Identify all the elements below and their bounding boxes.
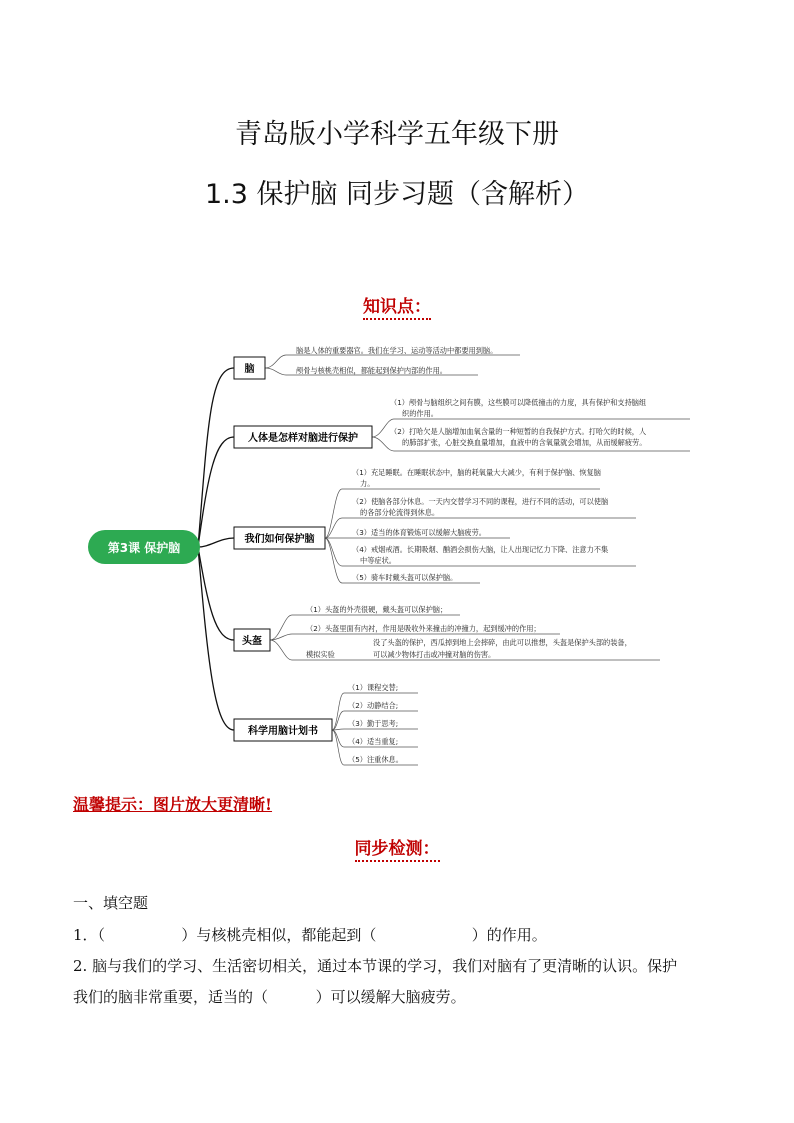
branch-label-protection: 人体是怎样对脑进行保护 — [248, 433, 358, 444]
leaf-text: （5）注重休息。 — [348, 755, 403, 764]
tip-text: 温馨提示：图片放大更清晰! — [73, 795, 273, 814]
mindmap-connectors — [198, 368, 234, 730]
check-heading: 同步检测： — [0, 834, 794, 859]
leaf-text: （5）骑车时戴头盔可以保护脑。 — [352, 573, 458, 582]
leaf-text: 没了头盔的保护，西瓜掉到地上会摔碎，由此可以推想，头盔是保护头部的装备， — [373, 638, 632, 647]
leaf-text: 中等症状。 — [360, 556, 396, 565]
leaf-text: （1）颅骨与脑组织之间有膜，这些膜可以降低撞击的力度，具有保护和支持脑组 — [390, 398, 647, 407]
leaf-text: 力。 — [360, 479, 375, 488]
leaf-text: （2）使脑各部分休息。一天内交替学习不同的课程，进行不同的活动，可以使脑 — [352, 497, 609, 506]
leaf-text: （1）充足睡眠。在睡眠状态中，脑的耗氧量大大减少，有利于保护脑、恢复脑 — [352, 468, 601, 477]
leaf-text: 颅骨与核桃壳相似，都能起到保护内部的作用。 — [296, 366, 447, 375]
questions-heading: 一、填空题 — [73, 894, 149, 912]
leaf-text: 织的作用。 — [402, 409, 438, 418]
leaf-text: （1）头盔的外壳很硬，戴头盔可以保护脑； — [306, 605, 448, 614]
question-2-line1: 2. 脑与我们的学习、生活密切相关，通过本节课的学习，我们对脑有了更清晰的认识。保护 — [73, 957, 678, 975]
leaf-text: （4）戒烟戒酒。长期吸烟、酗酒会损伤大脑，让人出现记忆力下降、注意力不集 — [352, 545, 609, 554]
branch-label-brain: 脑 — [244, 364, 255, 375]
leaf-text: （1）课程交替; — [348, 683, 399, 692]
leaf-text: 模拟实验 — [306, 650, 335, 659]
leaf-text: 的各部分轮流得到休息。 — [360, 508, 440, 517]
mindmap-root-label: 第3课 保护脑 — [107, 541, 181, 555]
leaf-text: （4）适当重复; — [348, 737, 399, 746]
question-2-line2: 我们的脑非常重要，适当的（ ）可以缓解大脑疲劳。 — [73, 988, 466, 1006]
branch-label-helmet: 头盔 — [242, 636, 262, 647]
leaf-text: 的肺部扩张，心脏交换血量增加，血液中的含氧量就会增加，从而缓解疲劳。 — [402, 438, 647, 447]
leaf-text: 脑是人体的重要器官。我们在学习、运动等活动中都要用到脑。 — [296, 346, 498, 355]
page-title-line1: 青岛版小学科学五年级下册 — [235, 119, 559, 150]
leaf-text: （2）头盔里面有内衬，作用是吸收外来撞击的冲撞力，起到缓冲的作用； — [306, 624, 541, 633]
mindmap — [80, 335, 700, 775]
knowledge-heading: 知识点： — [0, 292, 794, 317]
question-1: 1．（ ）与核桃壳相似，都能起到（ ）的作用。 — [73, 926, 547, 944]
branch-label-plan: 科学用脑计划书 — [248, 726, 318, 737]
mindmap-leaf-lines — [265, 355, 690, 765]
branch-label-how: 我们如何保护脑 — [244, 534, 315, 545]
leaf-text: 可以减少物体打击或冲撞对脑的伤害。 — [373, 650, 496, 659]
leaf-text: （3）勤于思考; — [348, 719, 399, 728]
leaf-text: （2）打哈欠是人脑增加血氧含量的一种短暂的自我保护方式。打哈欠的时候，人 — [390, 427, 647, 436]
leaf-text: （2）动静结合; — [348, 701, 399, 710]
leaf-text: （3）适当的体育锻炼可以缓解大脑疲劳。 — [352, 528, 486, 537]
page-title-line2: 1.3 保护脑 同步习题（含解析） — [204, 179, 590, 210]
